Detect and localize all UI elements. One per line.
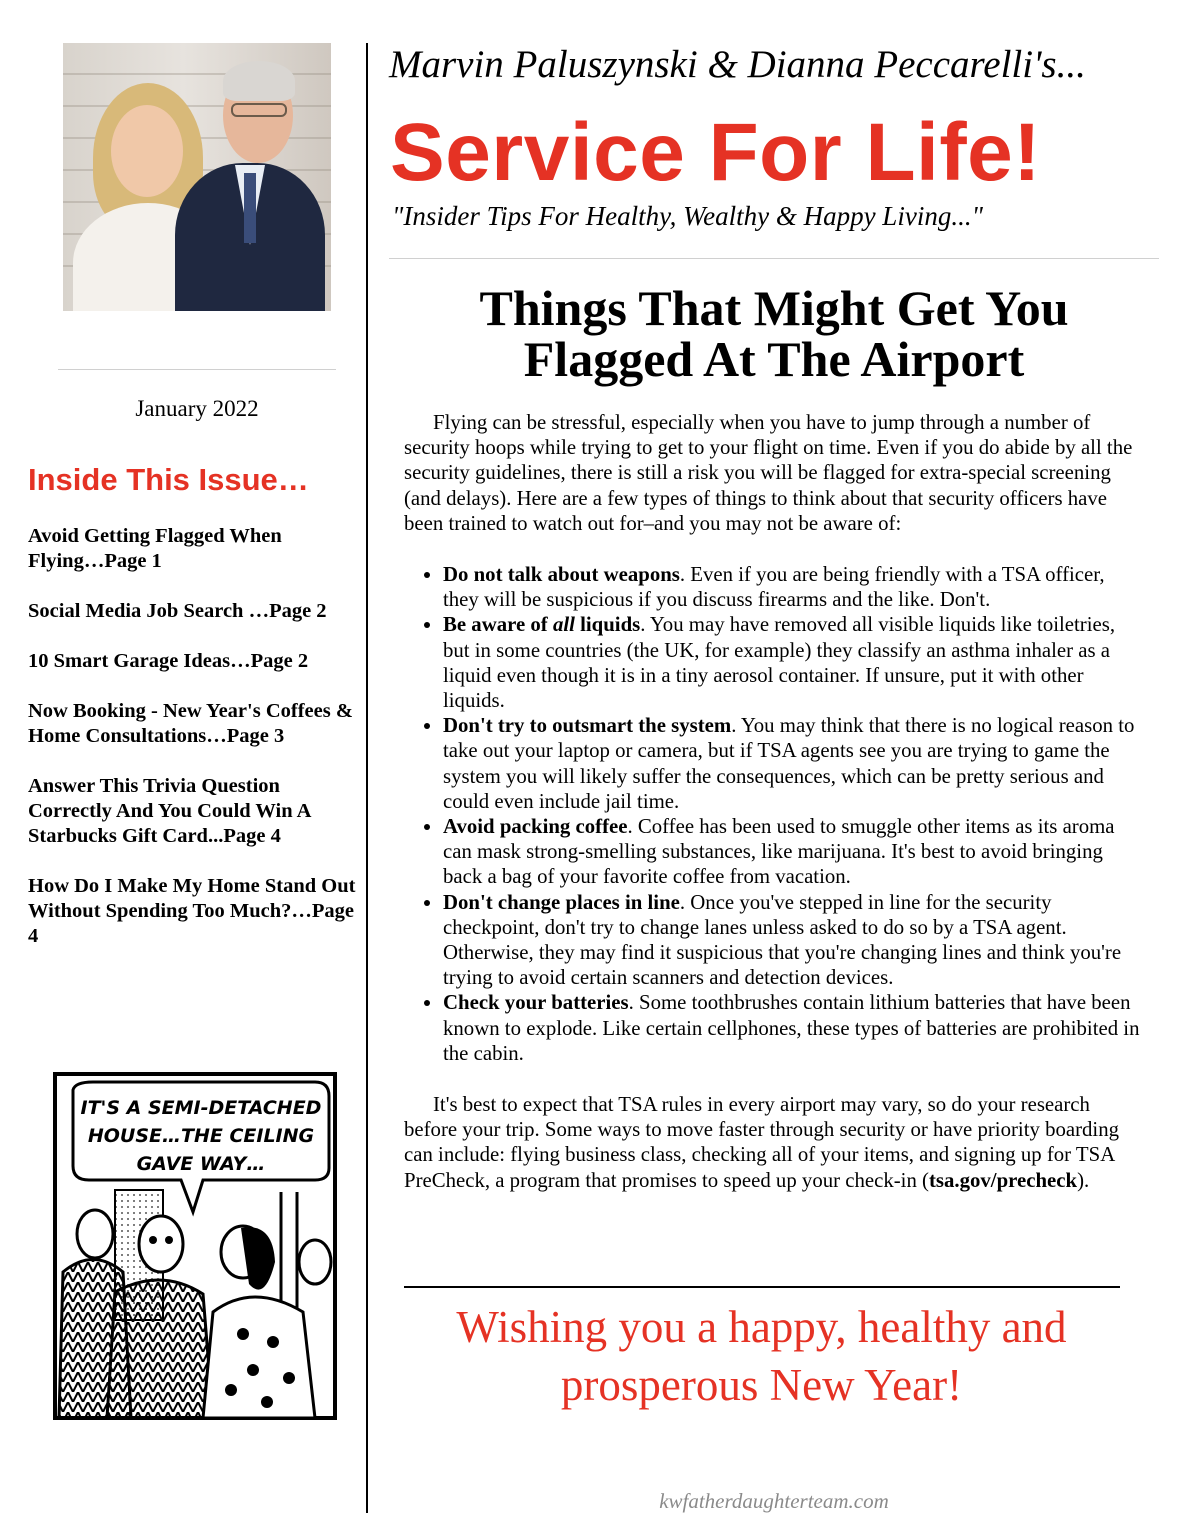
- inside-this-issue-title: Inside This Issue…: [28, 462, 309, 497]
- tip-title-part: Be aware of: [443, 613, 553, 637]
- tip-title: Don't change places in line: [443, 890, 680, 914]
- cartoon-caption-line: GAVE WAY…: [136, 1153, 266, 1175]
- article-body: [404, 410, 1144, 1193]
- toc-item: Now Booking - New Year's Coffees & Home Consultations…Page 3: [28, 700, 353, 747]
- tips-list: [404, 562, 1144, 1066]
- tip-item: [443, 814, 1144, 890]
- tip-title: Don't try to outsmart the system: [443, 714, 732, 738]
- tip-title-part: liquids: [574, 613, 641, 637]
- tip-title: Check your batteries: [443, 991, 629, 1015]
- precheck-link[interactable]: tsa.gov/precheck: [928, 1168, 1078, 1192]
- outro-text: ).: [1077, 1168, 1090, 1192]
- toc-item: How Do I Make My Home Stand Out Without Spending Too Much?…Page 4: [28, 875, 356, 947]
- tip-text: . Some toothbrushes contain lithium batteries that have been known to explode. Like certain cellphones, these types of batteries are prohibited in the cabin.: [443, 991, 1140, 1065]
- column-divider: [366, 43, 368, 1513]
- tip-text: . Even if you are being friendly with a TSA officer, they will be suspicious if you discuss firearms and the like. Don't.: [443, 563, 1105, 612]
- article-intro: Flying can be stressful, especially when you have to jump through a number of security hoops while trying to get to your flight on time. Even if you do abide by all the security guidelines, there is still a risk you will be flagged for extra-special screening (and delays). Here are a few types of things to think about that security officers have been trained to watch out for–and you may not be aware of:: [404, 411, 1133, 535]
- website-footer[interactable]: kwfatherdaughterteam.com: [659, 1489, 889, 1513]
- tip-title: [443, 613, 640, 636]
- outro-text: It's best to expect that TSA rules in every airport may vary, so do your research before your trip. Some ways to move faster through security or have priority boarding can include: flying business class, checking all of your items, and signing up for TSA PreCheck, a program that promises to speed up your check-in (: [404, 1093, 1119, 1192]
- tip-item: [443, 890, 1144, 991]
- tip-text: . You may have removed all visible liquids like toiletries, but in some countries (the UK, for example) they classify an asthma inhaler as a liquid even though it is in a tiny aerosol container. If unsure, put it with other liquids.: [443, 613, 1116, 713]
- toc-item: Avoid Getting Flagged When Flying…Page 1: [28, 525, 282, 572]
- tip-text: . You may think that there is no logical reason to take out your laptop or camera, but if TSA agents see you are trying to game the system you will likely suffer the consequences, which can be pretty serious and could even include jail time.: [443, 714, 1135, 813]
- header-divider: [389, 258, 1159, 259]
- tip-item: [443, 713, 1144, 814]
- tip-title: Do not talk about weapons: [443, 563, 680, 587]
- cartoon-caption-line: IT'S A SEMI-DETACHED: [80, 1097, 322, 1119]
- tip-text: . Coffee has been used to smuggle other items as its aroma can mask strong-smelling substances, like marijuana. It's best to avoid bringing back a bag of your favorite coffee from vacation.: [443, 815, 1115, 889]
- tip-title-emphasis: all: [552, 613, 575, 637]
- newsletter-tagline: "Insider Tips For Healthy, Wealthy & Happy Living...": [392, 201, 983, 231]
- toc-item: Social Media Job Search …Page 2: [28, 600, 327, 622]
- article-end-divider: [404, 1286, 1120, 1288]
- table-of-contents: [28, 524, 363, 974]
- author-photo: [63, 43, 331, 311]
- sidebar-divider: [58, 369, 336, 370]
- tip-item: [443, 612, 1144, 713]
- tip-item: [443, 990, 1144, 1066]
- cartoon-illustration: [53, 1072, 337, 1420]
- tip-title: Avoid packing coffee: [443, 815, 628, 839]
- authors-line: Marvin Paluszynski & Dianna Peccarelli's...: [389, 43, 1086, 86]
- cartoon-caption-line: HOUSE…THE CEILING: [87, 1125, 315, 1147]
- new-year-greeting: Wishing you a happy, healthy and prosperous New Year!: [456, 1302, 1067, 1410]
- issue-date: January 2022: [135, 396, 259, 421]
- toc-item: 10 Smart Garage Ideas…Page 2: [28, 650, 309, 672]
- article-headline: Things That Might Get You Flagged At The Airport: [479, 280, 1069, 387]
- article-outro: [404, 1092, 1144, 1193]
- newsletter-title: Service For Life!: [390, 107, 1042, 198]
- toc-item: Answer This Trivia Question Correctly And You Could Win A Starbucks Gift Card...Page 4: [28, 775, 311, 847]
- tip-item: [443, 562, 1144, 612]
- tip-text: . Once you've stepped in line for the security checkpoint, don't try to change lanes unless asked to do so by a TSA agent. Otherwise, they may find it suspicious that you're changing lines and think you're trying to avoid certain scanners and detection devices.: [443, 890, 1122, 990]
